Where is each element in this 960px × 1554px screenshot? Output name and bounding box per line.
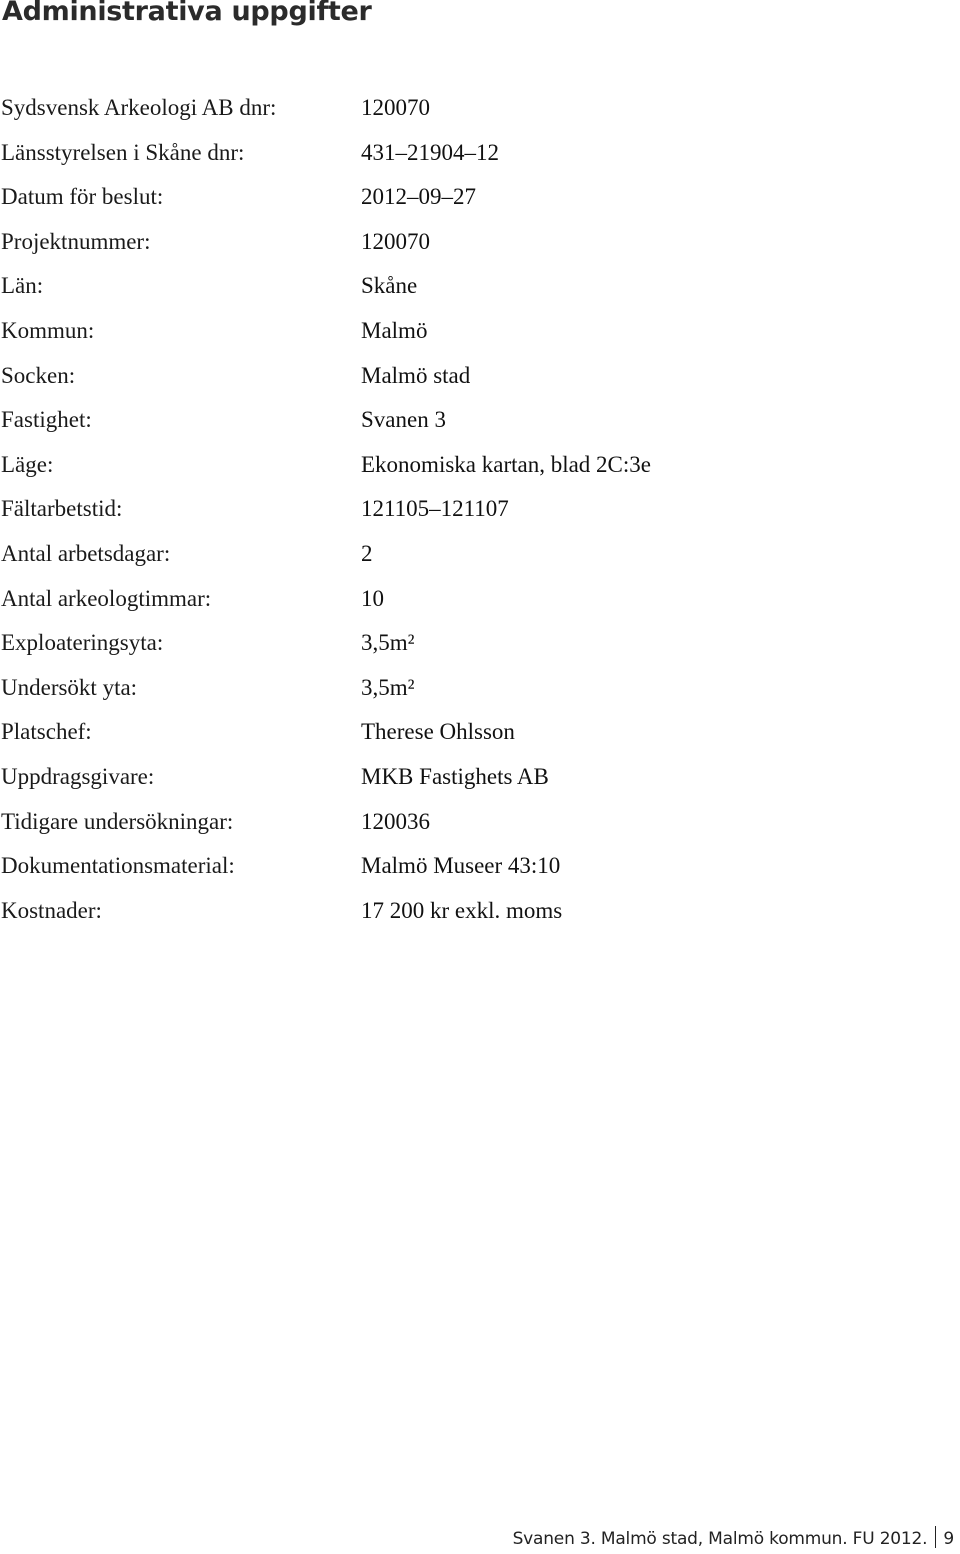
footer-divider (935, 1526, 936, 1548)
field-label: Socken: (1, 362, 76, 388)
field-value: 431–21904–12 (361, 139, 499, 165)
field-row-exploateringsyta (0, 623, 960, 668)
field-label: Uppdragsgivare: (1, 763, 155, 789)
field-value: 3,5m² (361, 630, 415, 656)
field-value: Malmö stad (361, 362, 471, 388)
field-label: Län: (1, 273, 44, 299)
page-title: Administrativa uppgifter (2, 0, 372, 27)
field-value: MKB Fastighets AB (361, 763, 549, 789)
field-label: Platschef: (1, 719, 92, 745)
field-row-kommun (0, 311, 960, 356)
administrative-fields (0, 88, 960, 935)
field-row-lage (0, 445, 960, 490)
field-value: Malmö Museer 43:10 (361, 853, 561, 879)
field-row-arkeologtimmar (0, 579, 960, 624)
page-footer (513, 1526, 954, 1549)
field-label: Antal arbetsdagar: (1, 540, 171, 566)
field-value: 120036 (361, 808, 430, 834)
field-row-uppdragsgivare (0, 757, 960, 802)
field-row-undersokt-yta (0, 668, 960, 713)
field-value: 17 200 kr exkl. moms (361, 897, 563, 923)
field-label: Fältarbetstid: (1, 496, 123, 522)
field-label: Tidigare undersökningar: (1, 808, 234, 834)
field-label: Exploateringsyta: (1, 630, 164, 656)
field-value: Malmö (361, 317, 428, 343)
field-row-kostnader (0, 891, 960, 936)
field-value: 120070 (361, 95, 430, 120)
page-number: 9 (943, 1529, 954, 1549)
field-label: Kostnader: (1, 897, 102, 923)
field-row-dokumentationsmaterial (0, 846, 960, 891)
field-row-faltarbetstid (0, 489, 960, 534)
field-label: Datum för beslut: (1, 184, 164, 210)
field-row-datum-beslut (0, 177, 960, 222)
field-row-socken (0, 356, 960, 401)
field-label: Fastighet: (1, 407, 92, 433)
field-row-lan (0, 266, 960, 311)
field-label: Länsstyrelsen i Skåne dnr: (1, 139, 245, 165)
field-row-lansstyrelsen-dnr (0, 133, 960, 178)
field-value: Svanen 3 (361, 407, 446, 433)
field-row-projektnummer (0, 222, 960, 267)
field-row-fastighet (0, 400, 960, 445)
field-row-arbetsdagar (0, 534, 960, 579)
field-row-sydsvensk-dnr (0, 88, 960, 133)
field-label: Undersökt yta: (1, 674, 138, 700)
field-value: Ekonomiska kartan, blad 2C:3e (361, 451, 651, 477)
field-row-platschef (0, 712, 960, 757)
field-label: Sydsvensk Arkeologi AB dnr: (1, 95, 277, 120)
field-value: 120070 (361, 228, 430, 254)
field-label: Dokumentationsmaterial: (1, 853, 235, 879)
footer-text: Svanen 3. Malmö stad, Malmö kommun. FU 2012. (512, 1529, 928, 1549)
field-value: Skåne (361, 273, 418, 299)
field-label: Projektnummer: (1, 228, 151, 254)
field-label: Läge: (1, 451, 54, 477)
field-value: 3,5m² (361, 674, 415, 700)
field-value: 121105–121107 (361, 496, 509, 522)
field-label: Kommun: (1, 317, 95, 343)
field-value: 10 (361, 585, 384, 611)
field-label: Antal arkeologtimmar: (1, 585, 212, 611)
field-row-tidigare-undersokningar (0, 802, 960, 847)
field-value: Therese Ohlsson (361, 719, 515, 745)
field-value: 2012–09–27 (361, 184, 476, 210)
field-value: 2 (361, 540, 373, 566)
